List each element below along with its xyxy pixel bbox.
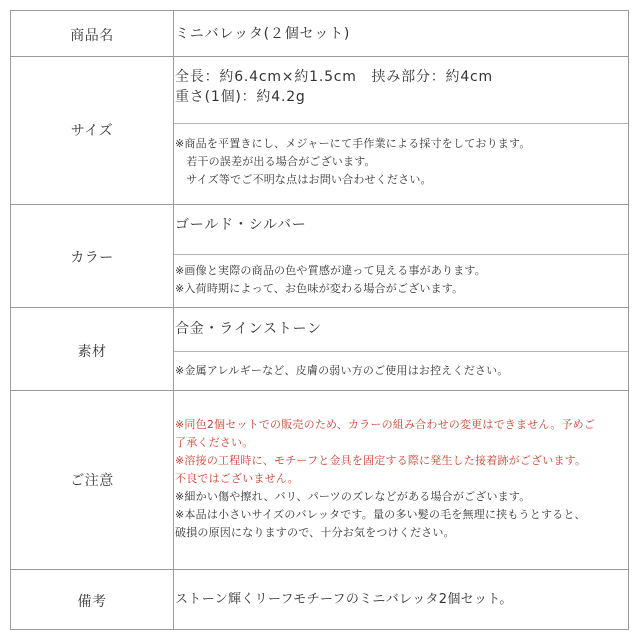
material-note: ※金属アレルギーなど、皮膚の弱い方のご使用はお控えください。 (175, 364, 509, 377)
color-note: ※画像と実際の商品の色や質感が違って見える事があります。 (175, 264, 486, 277)
remarks-value: ストーン輝くリーフモチーフのミニバレッタ2個セット。 (175, 592, 513, 607)
caution-warning: ※同色2個セットでの販売のため、カラーの組み合わせの変更はできません。予めご (175, 418, 596, 431)
size-note: 若干の誤差が出る場合がございます。 (175, 155, 376, 168)
row-divider (11, 307, 628, 308)
cell-divider (174, 351, 628, 352)
row-divider (11, 569, 628, 570)
size-note: ※商品を平置きにし、メジャーにて手作業による採寸をしております。 (175, 137, 531, 150)
remarks-label: 備考 (77, 594, 107, 610)
color-label: カラー (70, 250, 114, 266)
caution-warning: 不良ではございません。 (175, 472, 299, 485)
size-note: サイズ等でご不明な点はお問い合わせください。 (175, 173, 432, 186)
size-label: サイズ (70, 123, 114, 139)
row-divider (11, 204, 628, 205)
caution-warning: 了承ください。 (175, 436, 254, 449)
caution-note: ※細かい傷や擦れ、バリ、パーツのズレなどがある場合がございます。 (175, 490, 531, 503)
size-weight: 重さ(1個)：約4.2g (175, 89, 306, 105)
color-note: ※入荷時期によって、お色味が変わる場合がございます。 (175, 282, 464, 295)
caution-note: ※本品は小さいサイズのバレッタです。量の多い髪の毛を無理に挟もうとすると、 (175, 508, 586, 521)
caution-note: 破損の原因になりますので、十分お気をつけください。 (175, 526, 455, 539)
material-label: 素材 (77, 344, 107, 360)
caution-notes (175, 416, 595, 542)
row-divider (11, 390, 628, 391)
color-notes (175, 262, 486, 298)
row-divider (11, 56, 628, 57)
product-spec-table (10, 10, 629, 630)
size-dimensions: 全長：約6.4cm×約1.5cm 挟み部分：約4cm (175, 69, 493, 85)
cell-divider (174, 123, 628, 124)
cell-divider (174, 254, 628, 255)
column-divider (173, 11, 174, 629)
caution-label: ご注意 (70, 473, 114, 489)
material-value: 合金・ラインストーン (175, 321, 322, 337)
size-notes (175, 135, 531, 189)
product-name-label: 商品名 (70, 28, 114, 44)
caution-warning: ※溶接の工程時に、モチーフと金具を固定する際に発生した接着跡がございます。 (175, 454, 587, 467)
size-main (175, 67, 493, 107)
color-value: ゴールド・シルバー (175, 217, 307, 233)
product-name-value: ミニバレッタ(２個セット) (175, 26, 351, 42)
